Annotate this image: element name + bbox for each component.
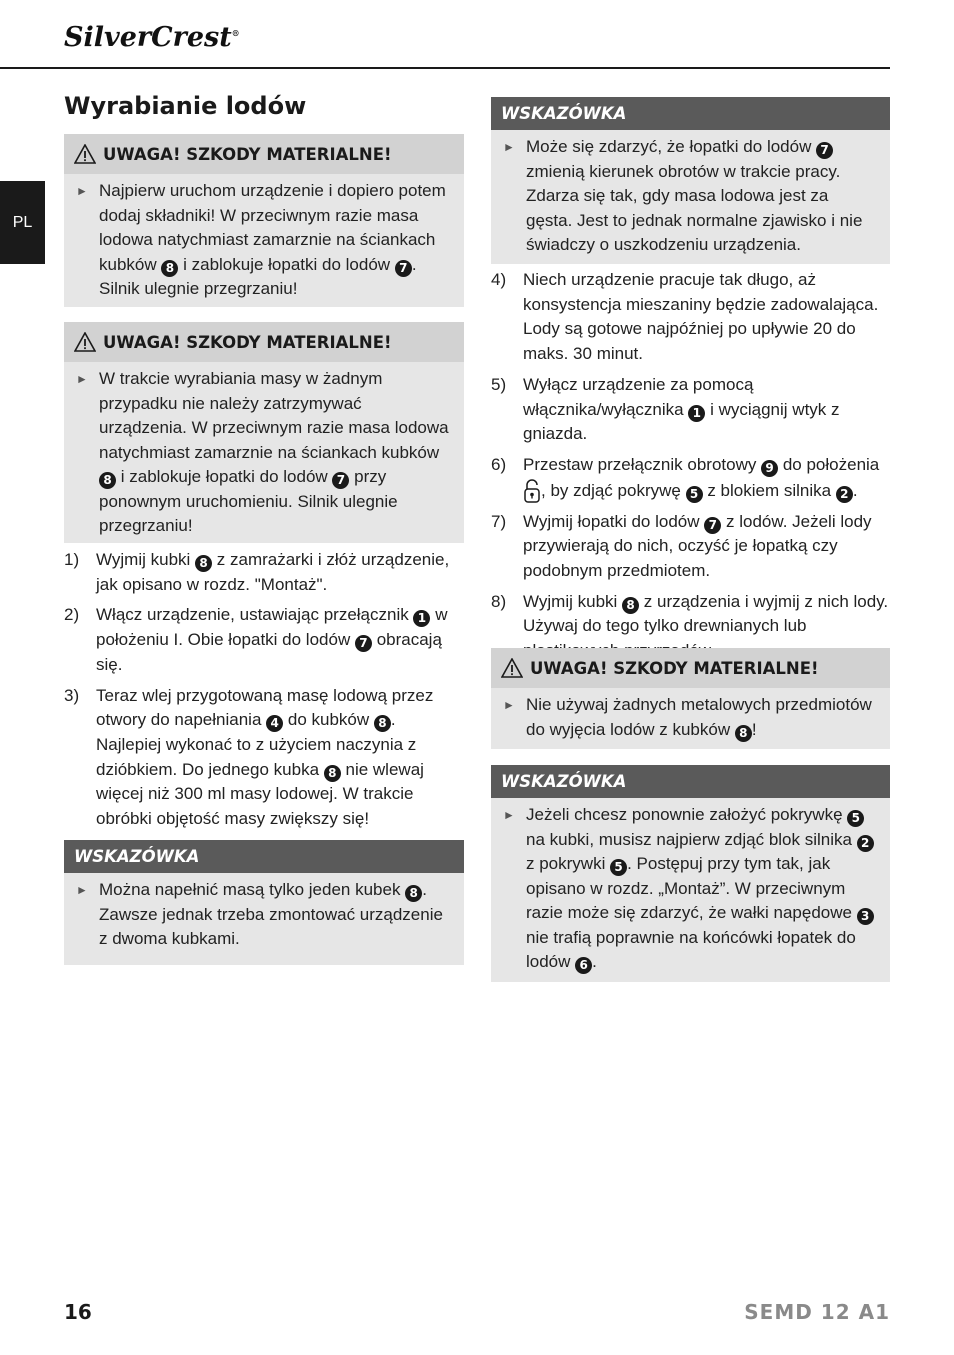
part-ref-badge: 8 [374, 715, 391, 732]
tip-heading: WSKAZÓWKA [64, 840, 464, 873]
part-ref-badge: 9 [761, 460, 778, 477]
steps-list-left [64, 548, 464, 838]
step-item: 4) Niech urządzenie pracuje tak długo, aż konsystencja mieszaniny będzie zadowalająca. Lody są gotowe najpóźniej po upływie 20 do maks. 30 minut. [491, 270, 879, 364]
part-ref-badge: 1 [413, 610, 430, 627]
arrow-bullet-icon: ► [503, 140, 515, 154]
tip-box-right-2 [491, 765, 890, 982]
page-number: 16 [64, 1300, 92, 1324]
step-item: 6) Przestaw przełącznik obrotowy 9 do położenia , by zdjąć pokrywę 5 z blokiem silnika 2 . [491, 453, 890, 504]
part-ref-badge: 2 [836, 486, 853, 503]
step-item: 8) Wyjmij kubki 8 z urządzenia i wyjmij z nich lody. Używaj do tego tylko drewnianych lub [491, 591, 889, 636]
header-rule [0, 67, 890, 69]
part-ref-badge: 8 [161, 260, 178, 277]
part-ref-badge: 8 [405, 885, 422, 902]
part-ref-badge: 1 [688, 405, 705, 422]
tip-heading: WSKAZÓWKA [491, 765, 890, 798]
tip-box-left [64, 840, 464, 965]
arrow-bullet-icon: ► [503, 698, 515, 712]
model-number: SEMD 12 A1 [744, 1300, 890, 1324]
warning-triangle-icon [501, 658, 523, 678]
warning-heading: UWAGA! SZKODY MATERIALNE! [64, 134, 464, 174]
language-tab: PL [0, 181, 45, 264]
part-ref-badge: 8 [735, 725, 752, 742]
part-ref-badge: 5 [610, 859, 627, 876]
warning-triangle-icon [74, 332, 96, 352]
part-ref-badge: 7 [355, 635, 372, 652]
part-ref-badge: 4 [266, 715, 283, 732]
part-ref-badge: 8 [195, 555, 212, 572]
steps-list-right [491, 268, 890, 670]
list-item: ► Nie używaj żadnych metalowych przedmiotów do wyjęcia lodów z kubków 8 ! [503, 693, 878, 742]
list-item: ► W trakcie wyrabiania masy w żadnym przypadku nie należy zatrzymywać urządzenia. W przeciwnym razie masa lodowa natychmiast zamarznie na ściankach kubków 8 i zablokuje łopatki do lodów 7 przy ponownym uruchomieniu. Silnik ulegnie przegrzaniu! [76, 367, 452, 539]
part-ref-badge: 6 [575, 957, 592, 974]
open-lock-icon [523, 478, 541, 504]
tip-box-right-1 [491, 97, 890, 264]
warning-box-right [491, 648, 890, 749]
part-ref-badge: 7 [332, 472, 349, 489]
list-item: ► Najpierw uruchom urządzenie i dopiero potem dodaj składniki! W przeciwnym razie masa lodowa natychmiast zamarznie na ściankach kubków 8 i zablokuje łopatki do lodów 7 . Silnik ulegnie przegrzaniu! [76, 179, 452, 302]
part-ref-badge: 2 [857, 835, 874, 852]
part-ref-badge: 5 [847, 810, 864, 827]
arrow-bullet-icon: ► [76, 184, 88, 198]
warning-box-1 [64, 134, 464, 307]
arrow-bullet-icon: ► [76, 372, 88, 386]
part-ref-badge: 8 [622, 597, 639, 614]
arrow-bullet-icon: ► [503, 808, 515, 822]
step-item: 1) Wyjmij kubki 8 z zamrażarki i złóż urządzenie, jak opisano w rozdz. "Montaż". [64, 550, 450, 594]
page-title: Wyrabianie lodów [64, 92, 307, 120]
part-ref-badge: 8 [324, 765, 341, 782]
step-item: 3) Teraz wlej przygotowaną masę lodową przez otwory do napełniania 4 do kubków 8 . Najlepiej wykonać to z użyciem naczynia z dzióbkiem. Do jednego kubka 8 nie wlewaj więcej niż 300 ml masy lodowej. W trakcie obróbki objętość masy zwiększy się! [64, 685, 434, 829]
step-item: 7) Wyjmij łopatki do lodów 7 z lodów. Jeżeli lody przywierają do nich, oczyść je łopatką czy podobnym przedmiotem. [491, 511, 872, 581]
part-ref-badge: 8 [99, 472, 116, 489]
list-item: ► Można napełnić masą tylko jeden kubek 8 . Zawsze jednak trzeba zmontować urządzenie z dwoma kubkami. [76, 878, 452, 952]
warning-heading: UWAGA! SZKODY MATERIALNE! [491, 648, 890, 688]
step-item: 5) Wyłącz urządzenie za pomocą włącznika/wyłącznika 1 i wyciągnij wtyk z gniazda. [491, 374, 840, 444]
warning-box-2 [64, 322, 464, 543]
step-item: 2) Włącz urządzenie, ustawiając przełącznik 1 w położeniu I. Obie łopatki do lodów 7 obracają się. [64, 605, 448, 674]
warning-heading: UWAGA! SZKODY MATERIALNE! [64, 322, 464, 362]
brand-logo: SilverCrest® [64, 22, 240, 53]
part-ref-badge: 5 [686, 486, 703, 503]
arrow-bullet-icon: ► [76, 883, 88, 897]
part-ref-badge: 3 [857, 908, 874, 925]
list-item: ► Jeżeli chcesz ponownie założyć pokrywkę 5 na kubki, musisz najpierw zdjąć blok silnika 2 z pokrywki 5 . Postępuj przy tym tak, jak opisano w rozdz. „Montaż”. W przeciwnym razie może się zdarzyć, że wałki napędowe 3 nie trafią poprawnie na końcówki łopatek do lodów 6 . [503, 803, 878, 975]
part-ref-badge: 7 [816, 142, 833, 159]
tip-heading: WSKAZÓWKA [491, 97, 890, 130]
warning-triangle-icon [74, 144, 96, 164]
part-ref-badge: 7 [395, 260, 412, 277]
part-ref-badge: 7 [704, 517, 721, 534]
list-item: ► Może się zdarzyć, że łopatki do lodów 7 zmienią kierunek obrotów w trakcie pracy. Zdarza się tak, gdy masa lodowa jest za gęsta. Jest to jednak normalne zjawisko i nie świadczy o uszkodzeniu urządzenia. [503, 135, 878, 258]
